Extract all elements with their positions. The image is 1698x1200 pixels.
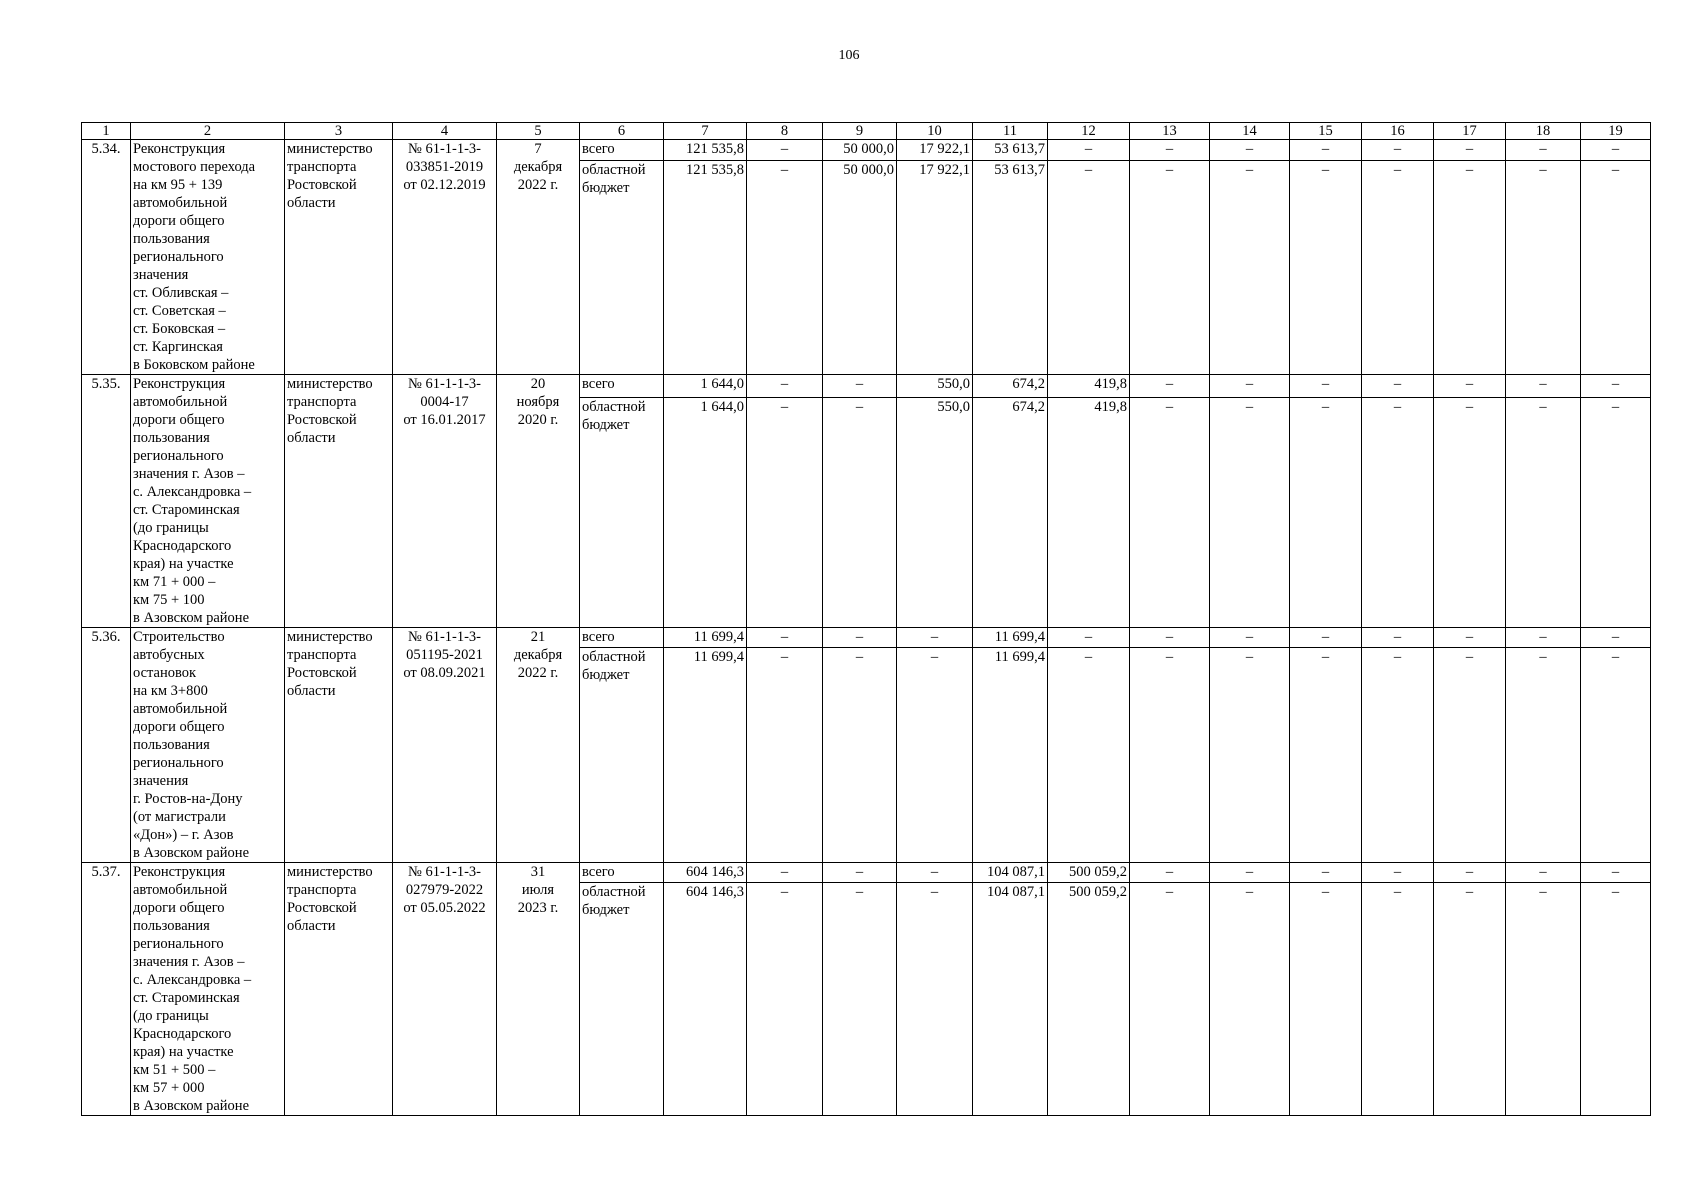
budget-value: 1 644,0	[664, 397, 747, 627]
total-value: 1 644,0	[664, 375, 747, 398]
budget-value: 121 535,8	[664, 160, 747, 374]
total-value: –	[1434, 140, 1506, 161]
source-total-label: всего	[580, 375, 664, 398]
budget-value: 674,2	[973, 397, 1048, 627]
table-row	[82, 863, 1651, 883]
budget-value: –	[1362, 647, 1434, 862]
table-row	[82, 140, 1651, 161]
total-value: 104 087,1	[973, 863, 1048, 883]
total-value: –	[1290, 140, 1362, 161]
source-budget-label: областной бюджет	[580, 647, 664, 862]
budget-value: –	[1434, 397, 1506, 627]
budget-value: –	[1506, 882, 1581, 1115]
item-number: 5.36.	[82, 628, 131, 863]
budget-value: –	[1581, 882, 1651, 1115]
total-value: –	[823, 863, 897, 883]
budget-value: –	[1581, 160, 1651, 374]
source-total-label: всего	[580, 628, 664, 648]
object-name: Реконструкция автомобильной дороги общего пользования регионального значения г. Азов – с. Александровка – ст. Староминская (до границы Краснодарского края) на участке км 71 + 000 – км 75 + 100 в Азовском районе	[131, 375, 285, 628]
budget-value: –	[1581, 397, 1651, 627]
budget-value: 604 146,3	[664, 882, 747, 1115]
total-value: –	[1581, 863, 1651, 883]
total-value: –	[1362, 375, 1434, 398]
total-value: –	[1210, 140, 1290, 161]
column-number-13: 13	[1130, 123, 1210, 140]
expertise-document: № 61-1-1-3- 0004-17 от 16.01.2017	[393, 375, 497, 628]
total-value: –	[823, 375, 897, 398]
completion-date: 20 ноября 2020 г.	[497, 375, 580, 628]
budget-value: –	[747, 882, 823, 1115]
budget-value: –	[1210, 397, 1290, 627]
table-row	[82, 628, 1651, 648]
budget-value: 53 613,7	[973, 160, 1048, 374]
total-value: 11 699,4	[664, 628, 747, 648]
budget-value: –	[1362, 160, 1434, 374]
total-value: –	[1210, 863, 1290, 883]
total-value: –	[897, 628, 973, 648]
total-value: 17 922,1	[897, 140, 973, 161]
table-row	[82, 375, 1651, 398]
budget-value: –	[1290, 882, 1362, 1115]
budget-value: –	[1362, 397, 1434, 627]
budget-value: –	[1506, 160, 1581, 374]
column-number-7: 7	[664, 123, 747, 140]
object-name: Реконструкция автомобильной дороги общего пользования регионального значения г. Азов – с. Александровка – ст. Староминская (до границы Краснодарского края) на участке км 51 + 500 – км 57 + 000 в Азовском районе	[131, 863, 285, 1116]
source-budget-label: областной бюджет	[580, 160, 664, 374]
total-value: 121 535,8	[664, 140, 747, 161]
completion-date: 7 декабря 2022 г.	[497, 140, 580, 375]
total-value: 674,2	[973, 375, 1048, 398]
column-number-header-row	[82, 123, 1651, 140]
total-value: 500 059,2	[1048, 863, 1130, 883]
expertise-document: № 61-1-1-3- 027979-2022 от 05.05.2022	[393, 863, 497, 1116]
column-number-2: 2	[131, 123, 285, 140]
budget-value: –	[1130, 647, 1210, 862]
total-value: –	[1506, 375, 1581, 398]
source-total-label: всего	[580, 863, 664, 883]
source-budget-label: областной бюджет	[580, 882, 664, 1115]
column-number-16: 16	[1362, 123, 1434, 140]
column-number-15: 15	[1290, 123, 1362, 140]
budget-value: 11 699,4	[973, 647, 1048, 862]
budget-value: –	[1290, 397, 1362, 627]
column-number-10: 10	[897, 123, 973, 140]
item-number: 5.34.	[82, 140, 131, 375]
total-value: –	[1290, 628, 1362, 648]
total-value: –	[1130, 628, 1210, 648]
budget-value: –	[1362, 882, 1434, 1115]
finance-table	[81, 122, 1651, 1116]
total-value: –	[747, 863, 823, 883]
total-value: 50 000,0	[823, 140, 897, 161]
total-value: –	[1130, 863, 1210, 883]
page-number: 106	[838, 48, 860, 63]
customer: министерство транспорта Ростовской области	[285, 863, 393, 1116]
column-number-8: 8	[747, 123, 823, 140]
budget-value: 17 922,1	[897, 160, 973, 374]
column-number-19: 19	[1581, 123, 1651, 140]
total-value: –	[1130, 140, 1210, 161]
budget-value: –	[1048, 647, 1130, 862]
total-value: 550,0	[897, 375, 973, 398]
total-value: –	[1048, 628, 1130, 648]
column-number-12: 12	[1048, 123, 1130, 140]
budget-value: –	[1434, 647, 1506, 862]
total-value: –	[823, 628, 897, 648]
total-value: –	[1506, 628, 1581, 648]
customer: министерство транспорта Ростовской области	[285, 628, 393, 863]
item-number: 5.37.	[82, 863, 131, 1116]
column-number-5: 5	[497, 123, 580, 140]
total-value: –	[1210, 628, 1290, 648]
completion-date: 31 июля 2023 г.	[497, 863, 580, 1116]
budget-value: 550,0	[897, 397, 973, 627]
total-value: 53 613,7	[973, 140, 1048, 161]
total-value: –	[747, 140, 823, 161]
budget-value: –	[1210, 160, 1290, 374]
total-value: –	[1581, 140, 1651, 161]
total-value: 419,8	[1048, 375, 1130, 398]
budget-value: 500 059,2	[1048, 882, 1130, 1115]
budget-value: –	[1434, 882, 1506, 1115]
budget-value: –	[897, 882, 973, 1115]
total-value: –	[1581, 375, 1651, 398]
column-number-11: 11	[973, 123, 1048, 140]
source-total-label: всего	[580, 140, 664, 161]
total-value: –	[1362, 140, 1434, 161]
total-value: –	[1048, 140, 1130, 161]
budget-value: –	[1434, 160, 1506, 374]
table-body	[82, 123, 1651, 1116]
budget-value: –	[1290, 647, 1362, 862]
budget-value: –	[823, 647, 897, 862]
customer: министерство транспорта Ростовской области	[285, 375, 393, 628]
object-name: Реконструкция мостового перехода на км 95 + 139 автомобильной дороги общего пользования регионального значения ст. Обливская – ст. Советская – ст. Боковская – ст. Каргинская в Боковском районе	[131, 140, 285, 375]
total-value: –	[1362, 628, 1434, 648]
budget-value: –	[823, 397, 897, 627]
column-number-4: 4	[393, 123, 497, 140]
budget-value: –	[1210, 882, 1290, 1115]
total-value: 604 146,3	[664, 863, 747, 883]
total-value: –	[1506, 863, 1581, 883]
column-number-1: 1	[82, 123, 131, 140]
total-value: –	[1290, 375, 1362, 398]
total-value: 11 699,4	[973, 628, 1048, 648]
total-value: –	[1434, 863, 1506, 883]
total-value: –	[1290, 863, 1362, 883]
source-budget-label: областной бюджет	[580, 397, 664, 627]
total-value: –	[1210, 375, 1290, 398]
budget-value: –	[1210, 647, 1290, 862]
budget-value: –	[1130, 160, 1210, 374]
total-value: –	[747, 628, 823, 648]
budget-value: –	[747, 160, 823, 374]
total-value: –	[747, 375, 823, 398]
budget-value: 11 699,4	[664, 647, 747, 862]
expertise-document: № 61-1-1-3- 051195-2021 от 08.09.2021	[393, 628, 497, 863]
column-number-18: 18	[1506, 123, 1581, 140]
total-value: –	[1434, 375, 1506, 398]
budget-value: –	[1506, 397, 1581, 627]
total-value: –	[1362, 863, 1434, 883]
budget-value: –	[1130, 397, 1210, 627]
budget-value: –	[1130, 882, 1210, 1115]
budget-value: 50 000,0	[823, 160, 897, 374]
budget-value: –	[1048, 160, 1130, 374]
column-number-14: 14	[1210, 123, 1290, 140]
budget-value: –	[747, 397, 823, 627]
total-value: –	[1581, 628, 1651, 648]
total-value: –	[897, 863, 973, 883]
item-number: 5.35.	[82, 375, 131, 628]
column-number-3: 3	[285, 123, 393, 140]
budget-value: 104 087,1	[973, 882, 1048, 1115]
budget-value: –	[1581, 647, 1651, 862]
customer: министерство транспорта Ростовской области	[285, 140, 393, 375]
expertise-document: № 61-1-1-3- 033851-2019 от 02.12.2019	[393, 140, 497, 375]
completion-date: 21 декабря 2022 г.	[497, 628, 580, 863]
budget-value: –	[823, 882, 897, 1115]
column-number-9: 9	[823, 123, 897, 140]
total-value: –	[1506, 140, 1581, 161]
total-value: –	[1434, 628, 1506, 648]
column-number-17: 17	[1434, 123, 1506, 140]
column-number-6: 6	[580, 123, 664, 140]
budget-value: –	[747, 647, 823, 862]
budget-value: 419,8	[1048, 397, 1130, 627]
budget-value: –	[1290, 160, 1362, 374]
object-name: Строительство автобусных остановок на км 3+800 автомобильной дороги общего пользования регионального значения г. Ростов-на-Дону (от магистрали «Дон») – г. Азов в Азовском районе	[131, 628, 285, 863]
budget-value: –	[1506, 647, 1581, 862]
total-value: –	[1130, 375, 1210, 398]
budget-value: –	[897, 647, 973, 862]
